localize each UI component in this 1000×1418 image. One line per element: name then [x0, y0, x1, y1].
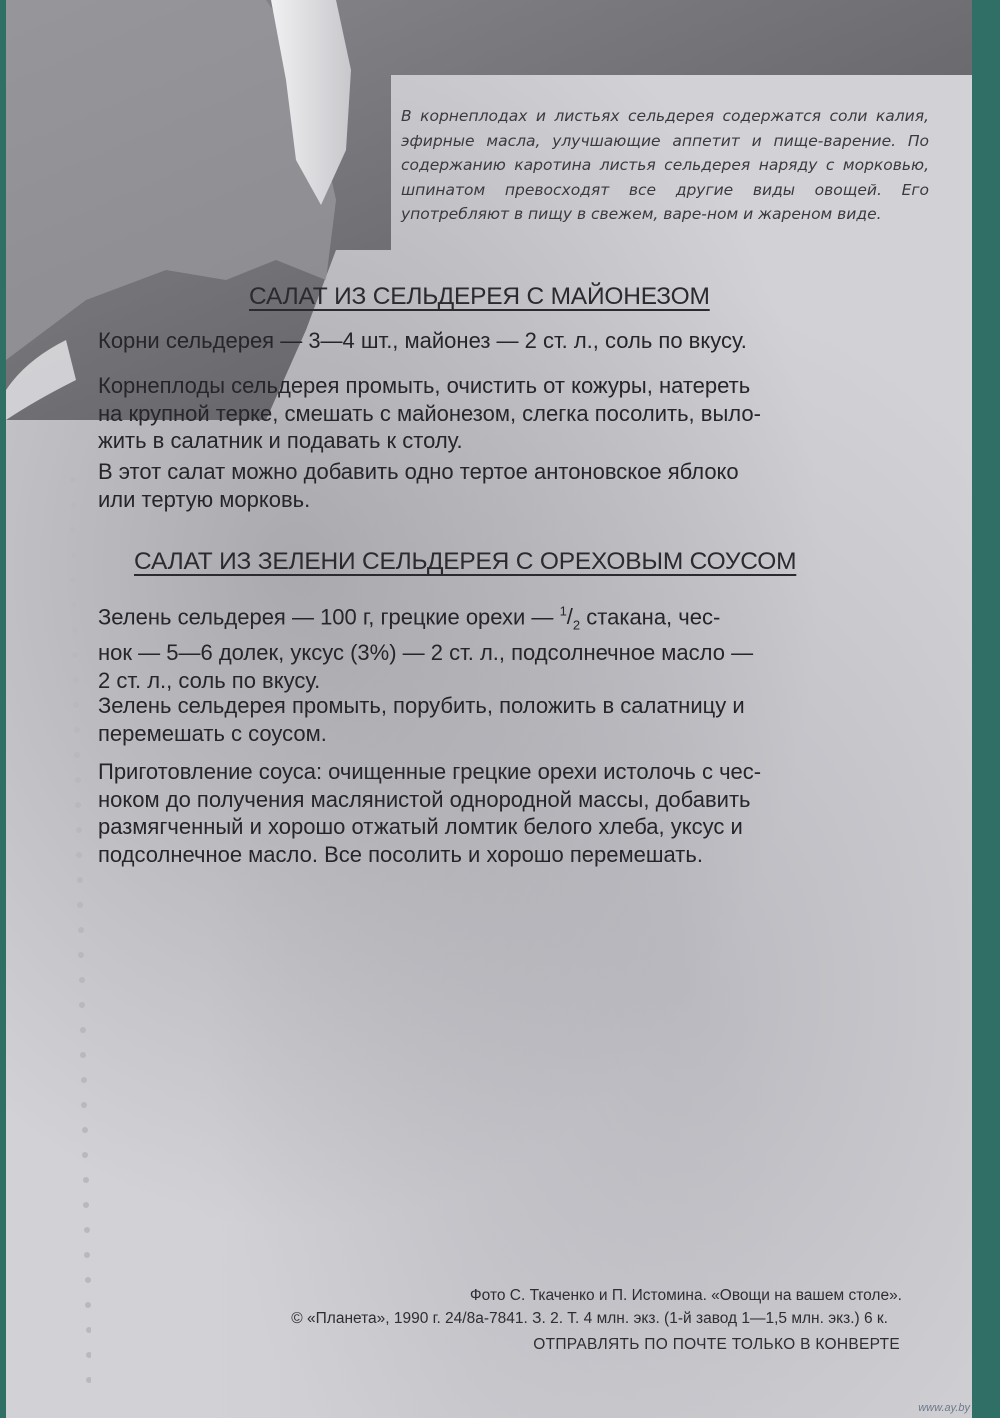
recipe1-step-line: жить в салатник и подавать к столу. — [98, 428, 463, 453]
recipe2-sauce-line: размягченный и хорошо отжатый ломтик белого хлеба, уксус и — [98, 814, 743, 839]
recipe1-step-line: Корнеплоды сельдерея промыть, очистить от кожуры, натереть — [98, 373, 751, 398]
recipe2-sauce-line: подсолнечное масло. Все посолить и хорошо перемешать. — [98, 841, 703, 867]
fraction-denominator: 2 — [572, 617, 581, 633]
recipe1-note — [98, 458, 928, 513]
recipe1-note-line: или тертую морковь. — [98, 486, 311, 512]
ingredients-text: Зелень сельдерея — 100 г, грецкие орехи — — [98, 604, 560, 630]
recipe1-title: САЛАТ ИЗ СЕЛЬДЕРЕЯ С МАЙОНЕЗОМ — [249, 283, 710, 310]
ingredients-text: стакана, чес- — [580, 604, 721, 630]
recipe2-step-line: Зелень сельдерея промыть, порубить, положить в салатницу и — [98, 693, 745, 718]
recipe2-step-line: перемешать с соусом. — [98, 720, 327, 746]
recipe2-ingredients-line: 2 ст. л., соль по вкусу. — [98, 667, 321, 693]
recipe2-steps — [98, 692, 928, 747]
mail-instruction: ОТПРАВЛЯТЬ ПО ПОЧТЕ ТОЛЬКО В КОНВЕРТЕ — [533, 1336, 900, 1353]
fraction-half: $^1/_2$ — [559, 604, 581, 633]
recipe2-ingredients-line: нок — 5—6 долек, уксус (3%) — 2 ст. л., подсолнечное масло — — [98, 640, 754, 666]
recipe1-ingredients — [98, 327, 928, 355]
recipe2-sauce-line: Приготовление соуса: очищенные грецкие орехи истолочь с чес- — [98, 759, 762, 784]
intro-paragraph: В корнеплодах и листьях сельдерея содержатся соли калия, эфирные масла, улучшающие аппетит и пище-варение. По содержанию каротина листья сельдерея наряду с морковью, шпинатом превосходят все другие виды овощей. Его употребляют в пищу в свежем, варе-ном и жареном виде. — [401, 107, 929, 224]
publisher-info: © «Планета», 1990 г. 24/8а-7841. З. 2. Т. 4 млн. экз. (1-й завод 1—1,5 млн. экз.) 6 к. — [291, 1310, 888, 1327]
recipe2-sauce — [98, 758, 928, 868]
photo-credits: Фото С. Ткаченко и П. Истомина. «Овощи на вашем столе». — [469, 1287, 902, 1304]
site-watermark: www.ay.by — [918, 1402, 970, 1414]
recipe1-step-line: на крупной терке, смешать с майонезом, слегка посолить, выло- — [98, 400, 761, 426]
postcard-back — [6, 0, 972, 1418]
recipe1-ingredients-line: Корни сельдерея — 3—4 шт., майонез — 2 ст. л., соль по вкусу. — [98, 328, 747, 353]
recipe2-ingredients — [98, 598, 928, 694]
recipe1-note-line: В этот салат можно добавить одно тертое антоновское яблоко — [98, 459, 739, 484]
recipe2-ingredients-line — [98, 598, 928, 639]
recipe1-steps — [98, 372, 928, 455]
text-content — [6, 0, 972, 1418]
fraction-numerator: 1 — [559, 604, 567, 619]
recipe2-title: САЛАТ ИЗ ЗЕЛЕНИ СЕЛЬДЕРЕЯ С ОРЕХОВЫМ СОУСОМ — [134, 548, 797, 575]
recipe2-sauce-line: ноком до получения маслянистой однородной массы, добавить — [98, 786, 751, 812]
